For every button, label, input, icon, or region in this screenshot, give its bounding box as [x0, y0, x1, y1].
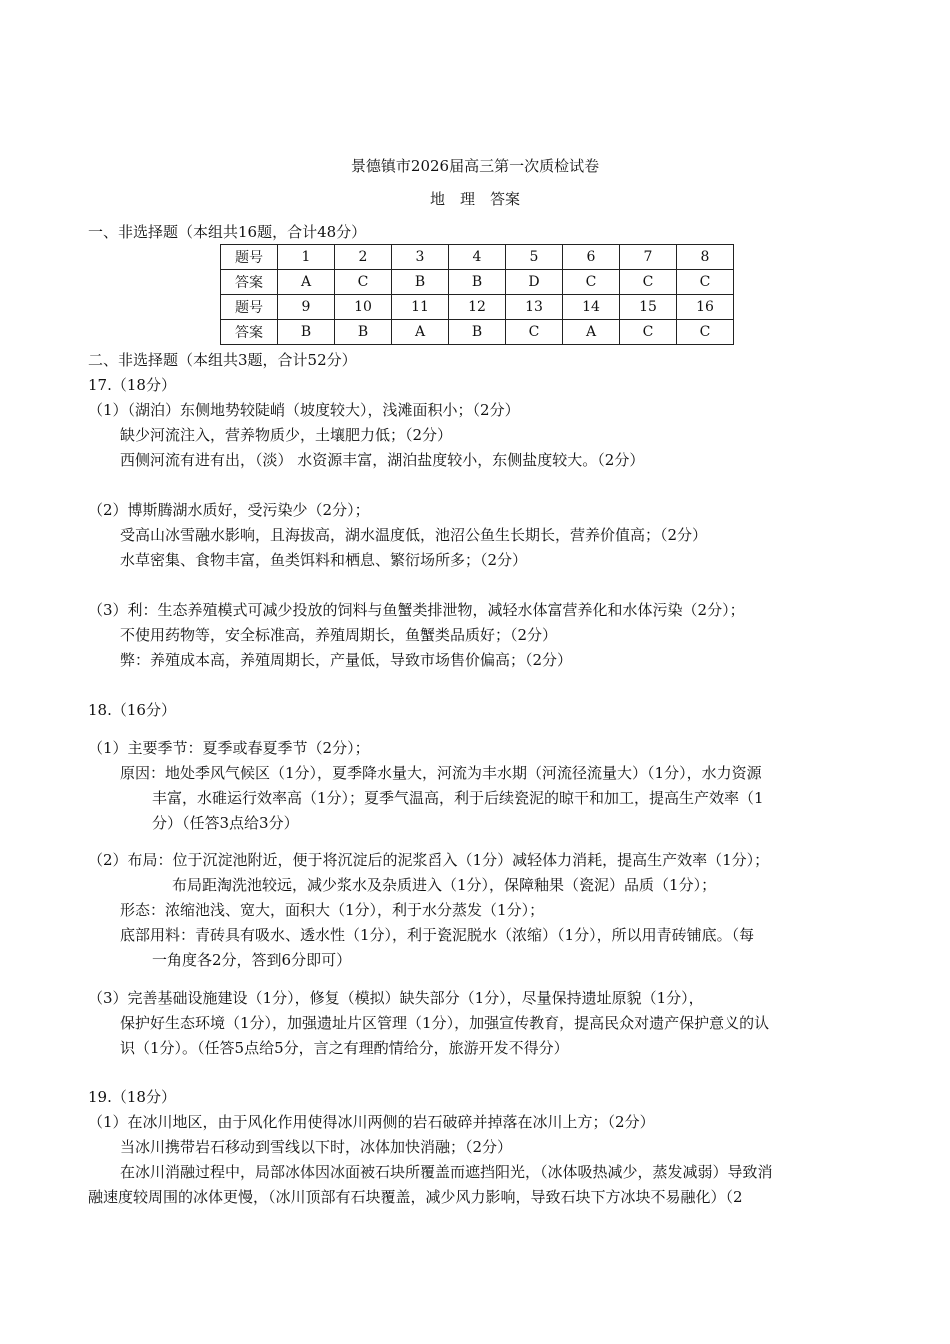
answer-line: 分）（任答3点给3分）: [152, 814, 299, 832]
section2-heading: 二、非选择题（本组共3题，合计52分）: [88, 351, 357, 369]
answer-line: 弊：养殖成本高，养殖周期长，产量低，导致市场售价偏高；（2分）: [120, 651, 573, 669]
row-label: 题号: [221, 245, 278, 270]
answer-line: （1）（湖泊）东侧地势较陡峭（坡度较大），浅滩面积小；（2分）: [88, 401, 520, 419]
question-number: 6: [563, 245, 620, 270]
answer-line: 形态：浓缩池浅、宽大，面积大（1分），利于水分蒸发（1分）；: [120, 901, 545, 919]
answer-cell: C: [506, 320, 563, 345]
answer-cell: C: [677, 270, 734, 295]
answer-line: 受高山冰雪融水影响，且海拔高，湖水温度低，池沼公鱼生长期长，营养价值高；（2分）: [120, 526, 708, 544]
answer-line: （3）完善基础设施建设（1分），修复（模拟）缺失部分（1分），尽量保持遗址原貌（1分），: [88, 989, 704, 1007]
q18-heading: 18.（16分）: [88, 701, 176, 719]
answer-line: （1）在冰川地区，由于风化作用使得冰川两侧的岩石破碎并掉落在冰川上方；（2分）: [88, 1113, 655, 1131]
q19-heading: 19.（18分）: [88, 1088, 176, 1106]
answer-line: 底部用料：青砖具有吸水、透水性（1分），利于瓷泥脱水（浓缩）（1分），所以用青砖铺底。（每: [120, 926, 755, 944]
row-label: 题号: [221, 295, 278, 320]
answer-line: 一角度各2分，答到6分即可）: [152, 951, 352, 969]
answer-line: 布局距淘洗池较远，减少浆水及杂质进入（1分），保障釉果（瓷泥）品质（1分）；: [172, 876, 717, 894]
answer-cell: C: [620, 320, 677, 345]
answer-line: 当冰川携带岩石移动到雪线以下时，冰体加快消融；（2分）: [120, 1138, 513, 1156]
question-number: 10: [335, 295, 392, 320]
question-number: 14: [563, 295, 620, 320]
question-number: 3: [392, 245, 449, 270]
question-number: 12: [449, 295, 506, 320]
row-label: 答案: [221, 270, 278, 295]
answer-cell: B: [392, 270, 449, 295]
answer-line: 水草密集、食物丰富，鱼类饵料和栖息、繁衍场所多；（2分）: [120, 551, 528, 569]
question-number: 16: [677, 295, 734, 320]
question-number: 5: [506, 245, 563, 270]
question-number: 1: [278, 245, 335, 270]
answer-cell: A: [278, 270, 335, 295]
answer-cell: B: [449, 320, 506, 345]
answer-cell: A: [563, 320, 620, 345]
answer-cell: C: [335, 270, 392, 295]
table-row: [221, 245, 734, 270]
answer-cell: B: [335, 320, 392, 345]
answer-line: 西侧河流有进有出，（淡） 水资源丰富，湖泊盐度较小，东侧盐度较大。（2分）: [120, 451, 645, 469]
answer-cell: C: [563, 270, 620, 295]
answer-cell: D: [506, 270, 563, 295]
answer-line: 丰富，水碓运行效率高（1分）；夏季气温高，利于后续瓷泥的晾干和加工，提高生产效率（1: [152, 789, 764, 807]
answer-cell: B: [278, 320, 335, 345]
question-number: 8: [677, 245, 734, 270]
answer-line: （1）主要季节：夏季或春夏季节（2分）；: [88, 739, 370, 757]
question-number: 13: [506, 295, 563, 320]
answer-line: 缺少河流注入，营养物质少，土壤肥力低；（2分）: [120, 426, 453, 444]
answer-cell: C: [677, 320, 734, 345]
answer-line: 在冰川消融过程中，局部冰体因冰面被石块所覆盖而遮挡阳光，（冰体吸热减少，蒸发减弱）导致消: [120, 1163, 773, 1181]
answer-cell: B: [449, 270, 506, 295]
question-number: 15: [620, 295, 677, 320]
table-row: [221, 320, 734, 345]
table-row: [221, 295, 734, 320]
answer-cell: A: [392, 320, 449, 345]
section1-heading: 一、非选择题（本组共16题，合计48分）: [88, 223, 367, 241]
answer-line: （2）博斯腾湖水质好，受污染少（2分）；: [88, 501, 370, 519]
question-number: 9: [278, 295, 335, 320]
document-subtitle: 地 理 答案: [429, 190, 520, 208]
question-number: 4: [449, 245, 506, 270]
answer-line: 融速度较周围的冰体更慢，（冰川顶部有石块覆盖，减少风力影响，导致石块下方冰块不易融化）（2: [88, 1188, 743, 1206]
answer-line: 原因：地处季风气候区（1分），夏季降水量大，河流为丰水期（河流径流量大）（1分），水力资源: [120, 764, 762, 782]
row-label: 答案: [221, 320, 278, 345]
q17-heading: 17.（18分）: [88, 376, 176, 394]
answer-line: （2）布局：位于沉淀池附近，便于将沉淀后的泥浆舀入（1分）减轻体力消耗，提高生产效率（1分）；: [88, 851, 770, 869]
answer-cell: C: [620, 270, 677, 295]
question-number: 11: [392, 295, 449, 320]
question-number: 7: [620, 245, 677, 270]
answer-line: 保护好生态环境（1分），加强遗址片区管理（1分），加强宣传教育，提高民众对遗产保护意义的认: [120, 1014, 770, 1032]
answer-line: 不使用药物等，安全标准高，养殖周期长，鱼蟹类品质好；（2分）: [120, 626, 558, 644]
question-number: 2: [335, 245, 392, 270]
answer-table: [220, 244, 734, 345]
document-title: 景德镇市2026届高三第一次质检试卷: [350, 157, 600, 175]
answer-line: （3）利：生态养殖模式可减少投放的饲料与鱼蟹类排泄物，减轻水体富营养化和水体污染（2分）；: [88, 601, 745, 619]
table-row: [221, 270, 734, 295]
answer-line: 识（1分）。（任答5点给5分，言之有理酌情给分，旅游开发不得分）: [120, 1039, 569, 1057]
